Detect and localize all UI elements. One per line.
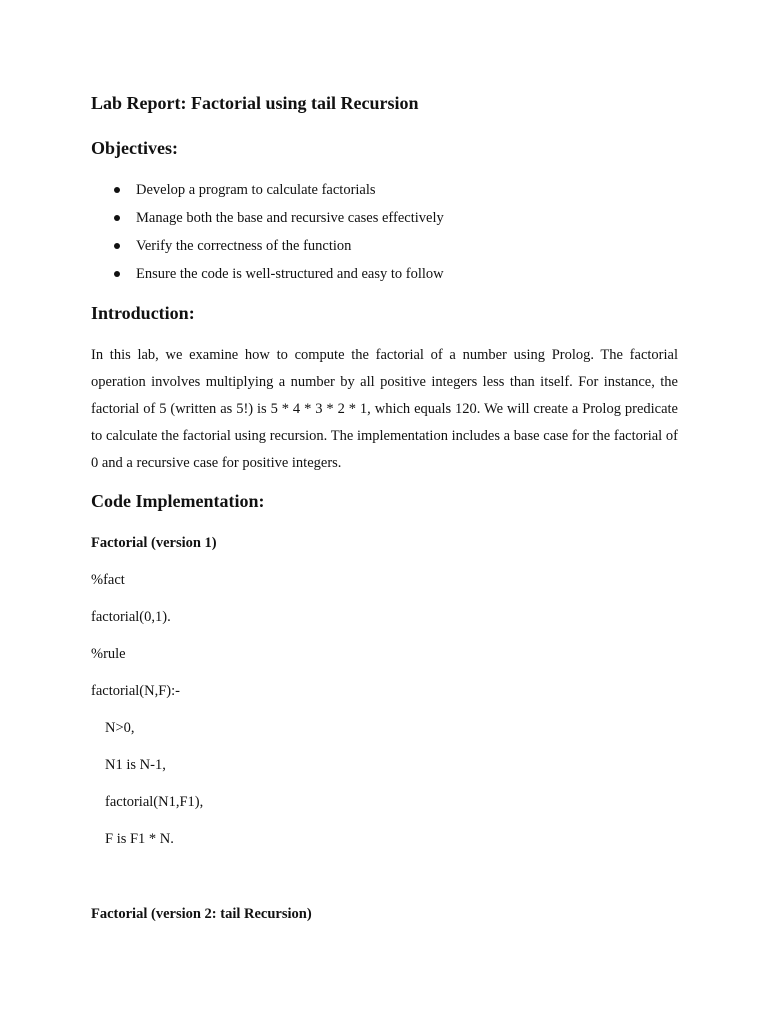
introduction-paragraph: In this lab, we examine how to compute the factorial of a number using Prolog. The factorial operation involves multiplying a number by all positive integers less than itself. For instance, the factorial of 5 (written as 5!) is 5 * 4 * 3 * 2 * 1, which equals 120. We will create a Prolog predicate to calculate the factorial using recursion. The implementation includes a base case for the factorial of 0 and a recursive case for positive integers. [91,347,678,471]
page-title: Lab Report: Factorial using tail Recursion [91,93,419,113]
code-line: %fact [91,572,125,588]
code-line: factorial(0,1). [91,609,171,625]
code-line: N>0, [105,720,135,736]
code-heading: Code Implementation: [91,491,265,511]
introduction-heading: Introduction: [91,303,195,323]
code-line: factorial(N,F):- [91,683,180,699]
code-line: factorial(N1,F1), [105,794,204,810]
code-line: F is F1 * N. [105,831,174,847]
version2-label: Factorial (version 2: tail Recursion) [91,906,312,922]
bullet-icon [114,215,120,221]
version1-label: Factorial (version 1) [91,535,217,551]
bullet-icon [114,271,120,277]
list-item: Manage both the base and recursive cases effectively [114,208,444,236]
objectives-list [114,180,444,292]
bullet-icon [114,243,120,249]
list-item: Ensure the code is well-structured and easy to follow [114,264,444,292]
list-item: Develop a program to calculate factorials [114,180,444,208]
code-line: %rule [91,646,126,662]
list-item: Verify the correctness of the function [114,236,444,264]
objectives-heading: Objectives: [91,138,178,158]
code-line: N1 is N-1, [105,757,166,773]
bullet-icon [114,187,120,193]
